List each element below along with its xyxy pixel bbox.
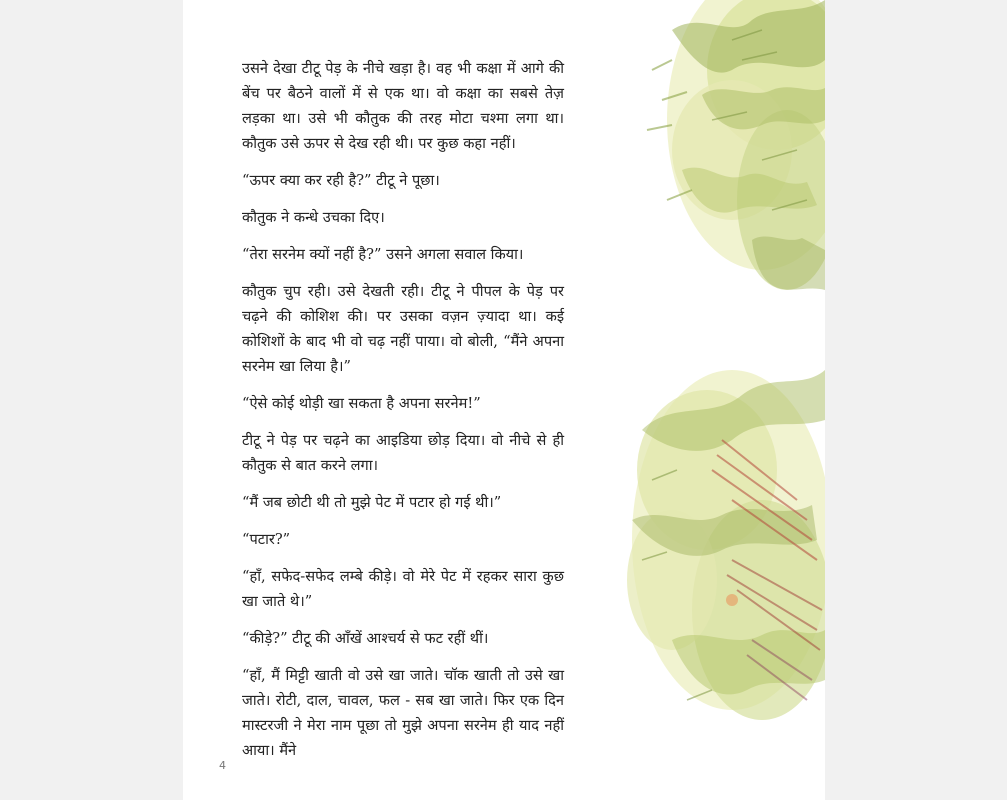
paragraph: “पटार?”	[242, 531, 291, 548]
paragraph: “हाँ, मैं मिट्टी खाती वो उसे खा जाते। चॉक खाती तो उसे खा जाते। रोटी, दाल, चावल, फल - सब खा जाते। फिर एक दिन मास्टरजी ने मेरा नाम पूछा तो मुझे अपना सरनेम ही याद नहीं आया। मैंने	[242, 667, 564, 759]
page-number: 4	[219, 759, 226, 772]
paragraph: “ऐसे कोई थोड़ी खा सकता है अपना सरनेम!”	[242, 395, 481, 412]
paragraph: “कीड़े?” टीटू की आँखें आश्चर्य से फट रहीं थीं।	[242, 630, 489, 647]
paragraph: कौतुक चुप रही। उसे देखती रही। टीटू ने पीपल के पेड़ पर चढ़ने की कोशिश की। पर उसका वज़न ज़्यादा था। कई कोशिशों के बाद भी वो चढ़ नहीं पाया। वो बोली, “मैंने अपना सरनेम खा लिया है।”	[242, 283, 564, 375]
story-text	[242, 56, 564, 763]
paragraph: “तेरा सरनेम क्यों नहीं है?” उसने अगला सवाल किया।	[242, 246, 524, 263]
paragraph: “ऊपर क्या कर रही है?” टीटू ने पूछा।	[242, 172, 440, 189]
paragraph: कौतुक ने कन्धे उचका दिए।	[242, 209, 385, 226]
tree-foliage-illustration	[612, 0, 825, 760]
paragraph: “मैं जब छोटी थी तो मुझे पेट में पटार हो गई थी।”	[242, 494, 502, 511]
paragraph: टीटू ने पेड़ पर चढ़ने का आइडिया छोड़ दिया। वो नीचे से ही कौतुक से बात करने लगा।	[242, 432, 564, 474]
paragraph: उसने देखा टीटू पेड़ के नीचे खड़ा है। वह भी कक्षा में आगे की बेंच पर बैठने वालों में से एक था। वो कक्षा का सबसे तेज़ लड़का था। उसे भी कौतुक की तरह मोटा चश्मा लगा था। कौतुक उसे ऊपर से देख रही थी। पर कुछ कहा नहीं।	[242, 60, 564, 152]
paragraph: “हाँ, सफेद-सफेद लम्बे कीड़े। वो मेरे पेट में रहकर सारा कुछ खा जाते थे।”	[242, 568, 564, 610]
